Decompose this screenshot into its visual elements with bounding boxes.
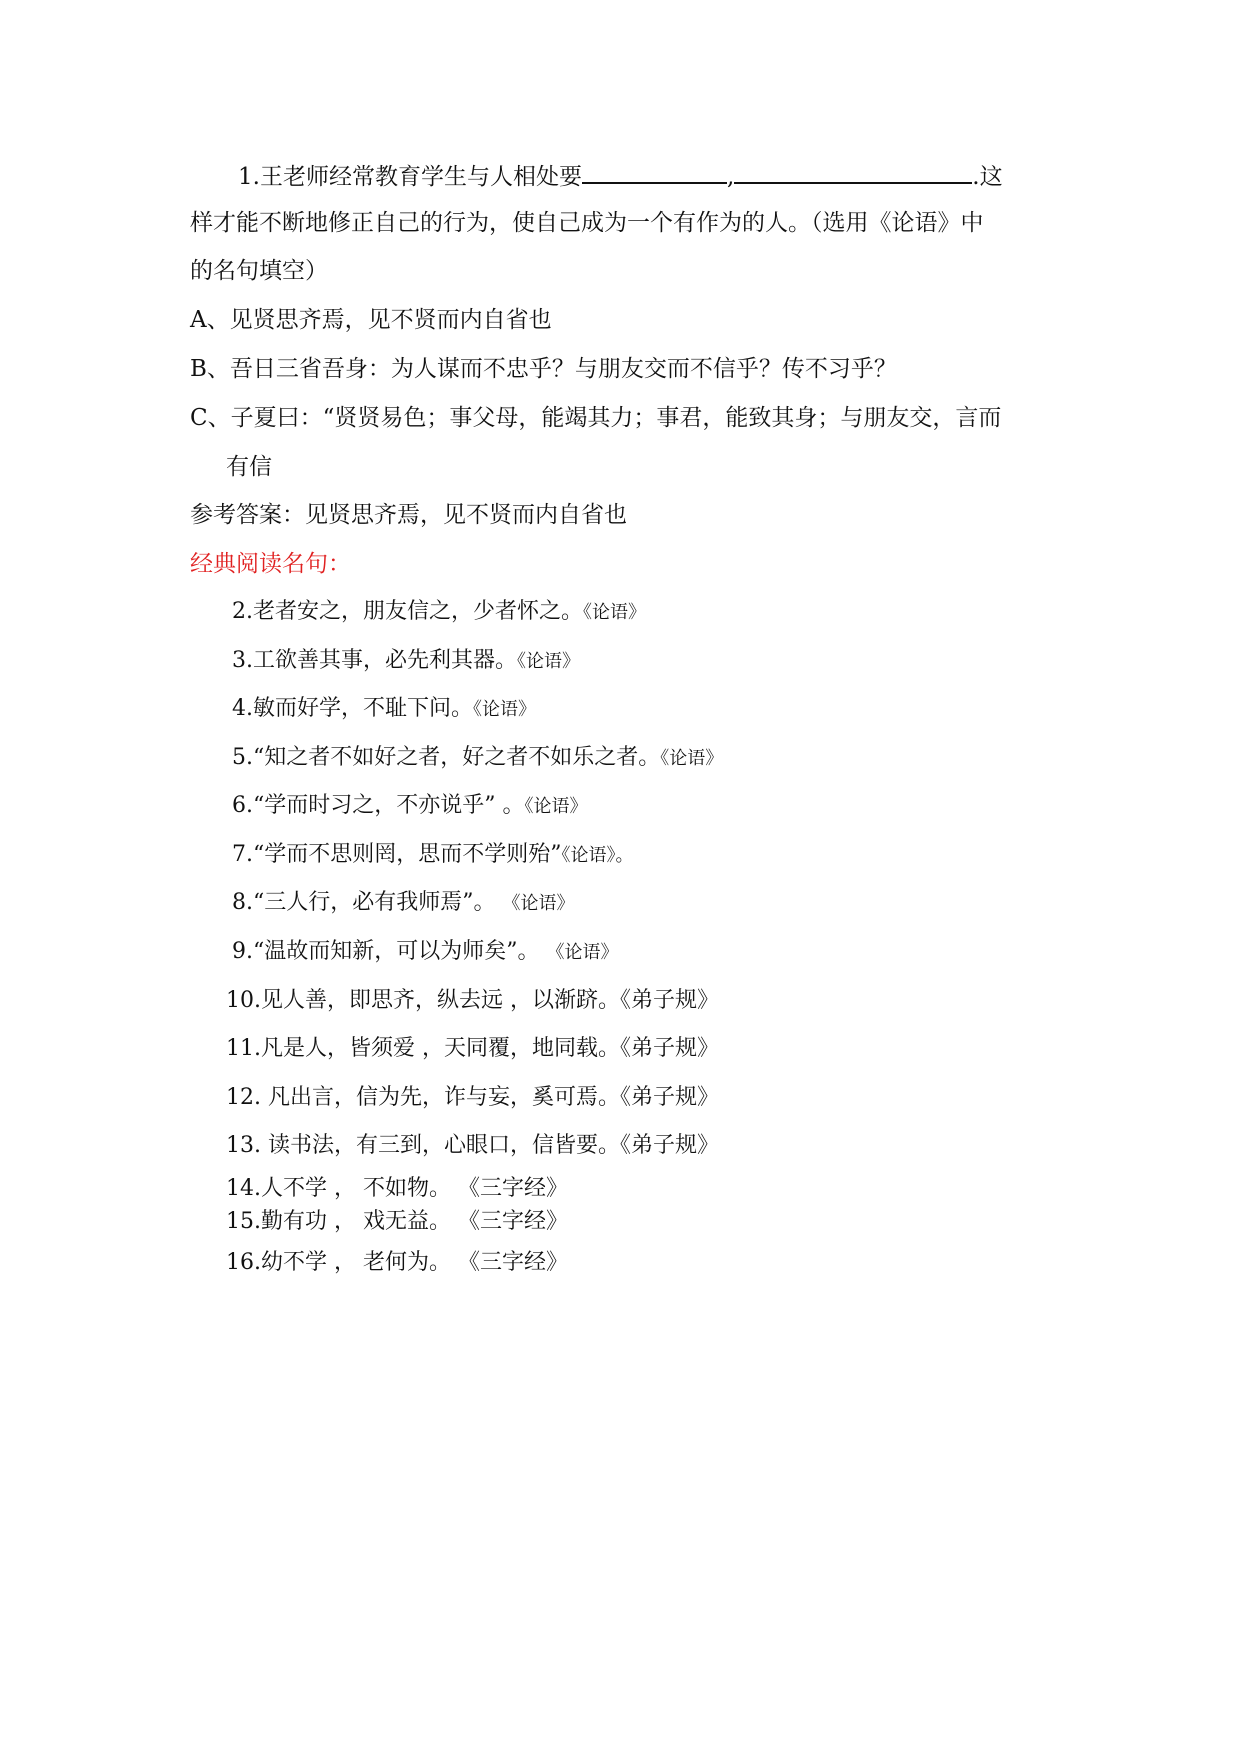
quote-item: 4.敏而好学，不耻下问。《论语》 bbox=[232, 696, 536, 721]
quote-item: 3.工欲善其事，必先利其器。《论语》 bbox=[232, 648, 580, 673]
quote-item: 10.见人善，即思齐，纵去远 ，以渐跻。《弟子规》 bbox=[226, 988, 719, 1013]
option-a: A、见贤思齐焉，见不贤而内自省也 bbox=[190, 307, 552, 333]
line-end-text: .这 bbox=[972, 164, 1003, 190]
option-c-line-1: C、子夏曰：“贤贤易色；事父母，能竭其力；事君，能致其身；与朋友交，言而 bbox=[190, 405, 1002, 431]
question-text: 1.王老师经常教育学生与人相处要 bbox=[238, 164, 582, 190]
quote-item: 16.幼不学 ， 老何为。 《三字经》 bbox=[226, 1250, 568, 1275]
quote-item: 15.勤有功 ， 戏无益。 《三字经》 bbox=[226, 1209, 568, 1234]
reference-answer: 参考答案：见贤思齐焉，见不贤而内自省也 bbox=[190, 502, 627, 528]
answer-blank-2 bbox=[734, 160, 972, 184]
quote-item: 2.老者安之，朋友信之，少者怀之。《论语》 bbox=[232, 599, 646, 624]
question-line-2: 样才能不断地修正自己的行为，使自己成为一个有作为的人。（选用《论语》中 bbox=[190, 210, 984, 236]
option-c-line-2: 有信 bbox=[226, 454, 272, 480]
quote-item: 6.“学而时习之，不亦说乎” 。《论语》 bbox=[232, 793, 588, 818]
quote-item: 11.凡是人，皆须爱 ，天同覆，地同载。《弟子规》 bbox=[226, 1036, 719, 1061]
quote-item: 7.“学而不思则罔，思而不学则殆”《论语》。 bbox=[232, 842, 634, 867]
quote-item: 8.“三人行，必有我师焉”。 《论语》 bbox=[232, 890, 575, 915]
quote-item: 9.“温故而知新，可以为师矣”。 《论语》 bbox=[232, 939, 619, 964]
blank-separator: , bbox=[726, 164, 735, 190]
quote-item: 14.人不学 ， 不如物。 《三字经》 bbox=[226, 1176, 568, 1201]
section-title: 经典阅读名句： bbox=[190, 551, 351, 577]
quote-item: 13. 读书法，有三到，心眼口，信皆要。《弟子规》 bbox=[226, 1133, 719, 1158]
quote-item: 12. 凡出言，信为先，诈与妄，奚可焉。《弟子规》 bbox=[226, 1085, 719, 1110]
quote-item: 5.“知之者不如好之者，好之者不如乐之者。《论语》 bbox=[232, 745, 724, 770]
answer-blank-1 bbox=[582, 160, 727, 184]
option-b: B、吾日三省吾身：为人谋而不忠乎？与朋友交而不信乎？传不习乎？ bbox=[190, 356, 897, 382]
question-line-1 bbox=[238, 160, 1118, 192]
question-line-3: 的名句填空） bbox=[190, 258, 328, 284]
